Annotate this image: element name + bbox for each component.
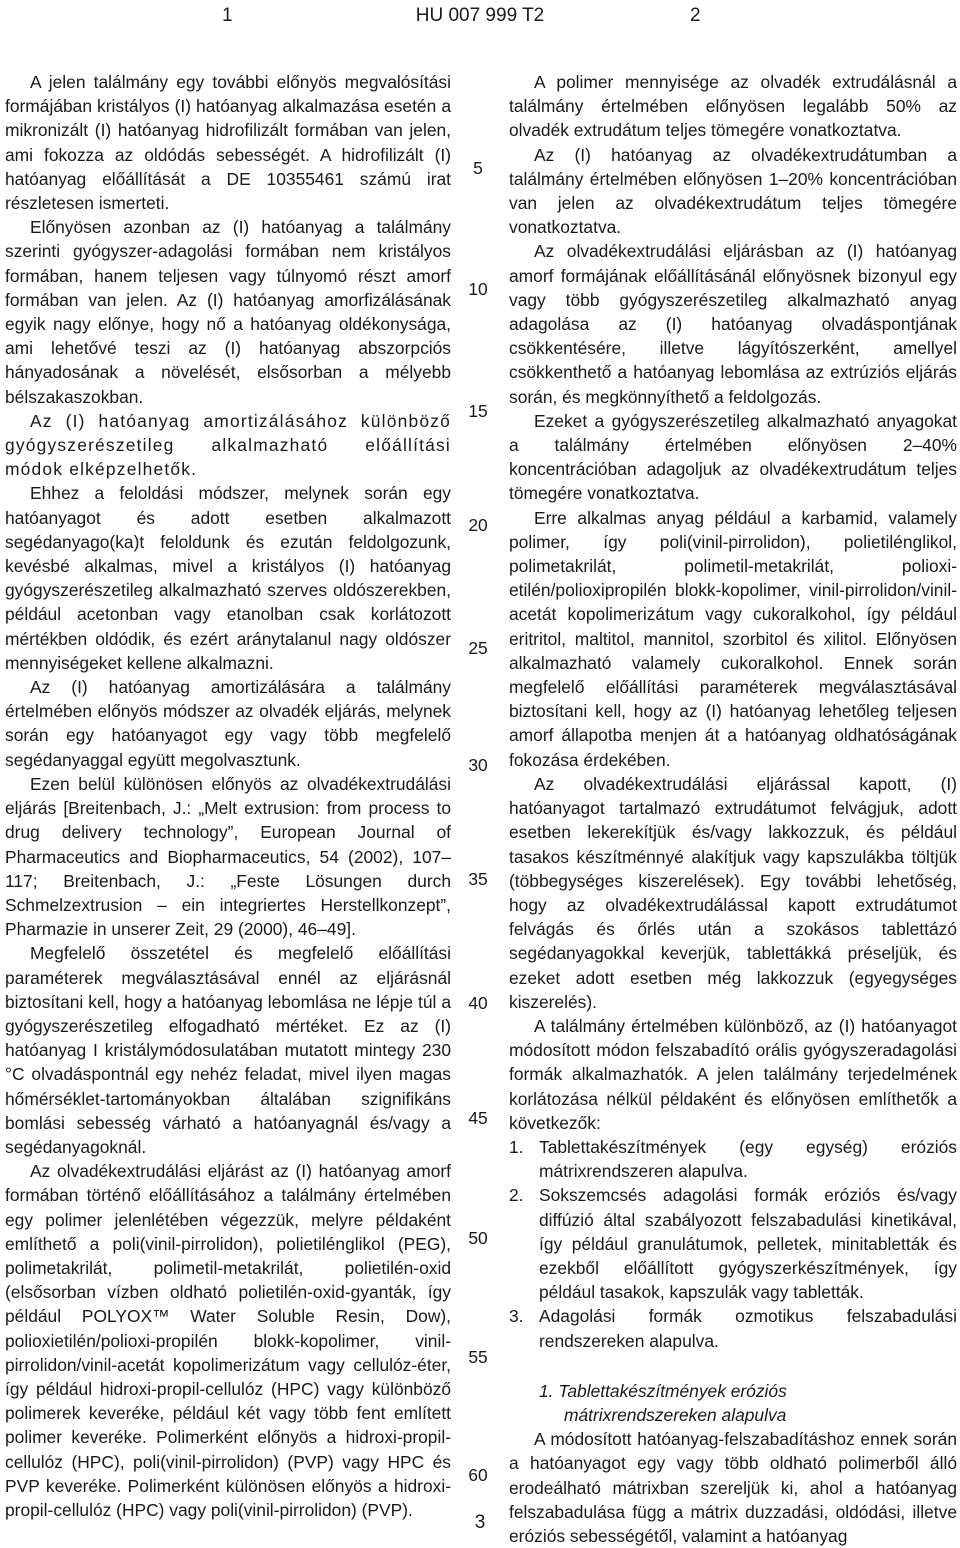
- list-number: 2.: [509, 1185, 524, 1206]
- line-number: 45: [468, 1108, 488, 1128]
- paragraph: Az olvadékextrudálási eljárást az (I) hatóanyag amorf formában történő előállításához a találmány értelmében egy polimer jelenlétében végezzük, melyre példaként említhető a poli(vinil-pirrolidon), polietilénglikol (PEG), polimetakrilát, polimetil-metakrilát, polietilén-oxid (elsősorban vízben oldható polietilén-oxid-gyanták, így például POLYOX™ Water Soluble Resin, Dow), polioxietilén/polioxi-propilén blokk-kopolimer, vinil-pirrolidon/vinil-acetát kopolimerizátum vagy cellulóz-éter, így például hidroxi-propil-cellulóz (HPC) vagy különböző polimerek keveréke, például két vagy több fent említett polimer keveréke. Polimerként előnyös a hidroxi-propil-cellulóz (HPC), poli(vinil-pirrolidon) (PVP) vagy HPC és PVP keveréke. Polimerként különösen előnyös a hidroxi-propil-cellulóz (HPC) vagy poli(vinil-pirrolidon) (PVP).: [5, 1161, 451, 1520]
- paragraph: Az (I) hatóanyag amortizálásához különböző gyógyszerészetileg alkalmazható előállítási módok elképzelhetők.: [5, 410, 451, 480]
- list-text: Adagolási formák ozmotikus felszabadulási rendszereken alapulva.: [539, 1306, 957, 1351]
- list-text: Tablettakészítmények (egy egység) eróziós mátrixrendszeren alapulva.: [539, 1136, 957, 1182]
- line-number: 40: [468, 993, 488, 1013]
- line-number: 20: [468, 515, 488, 535]
- line-number: 35: [468, 869, 488, 889]
- left-page-number: 1: [222, 5, 233, 26]
- paragraph: Ezeket a gyógyszerészetileg alkalmazható anyagokat a találmány értelmében előnyösen 2–40% koncentrációban adagoljuk az olvadékextrudátum teljes tömegére vonatkoztatva.: [509, 410, 957, 504]
- line-number: 30: [468, 755, 488, 775]
- line-number: 10: [468, 279, 488, 299]
- section-heading-continued: mátrixrendszereken alapulva: [564, 1404, 787, 1425]
- paragraph: Ezen belül különösen előnyös az olvadékextrudálási eljárás [Breitenbach, J.: „Melt extrusion: from process to drug delivery technology”, European Journal of Pharmaceutics and Biopharmaceutics, 54 (2002), 107–117; Breitenbach, J.: „Feste Lösungen durch Schmelzextrusion – ein integriertes Herstellkonzept”, Pharmazie in unserer Zeit, 29 (2000), 46–49].: [5, 773, 451, 940]
- left-column: [5, 70, 451, 1522]
- list-text: Sokszemcsés adagolási formák eróziós és/vagy diffúzió által szabályozott felszabadulási kinetikával, így például granulátumok, pelletek, minitabletták és ezekből előállított gyógyszerkészítmények, így például tasakok, kapszulák vagy tabletták.: [539, 1185, 957, 1303]
- list-item: [509, 1304, 957, 1352]
- line-number: 50: [468, 1228, 488, 1248]
- line-number: 15: [468, 401, 488, 421]
- paragraph: Ehhez a feloldási módszer, melynek során egy hatóanyagot és adott esetben alkalmazott segédanyago(ka)t feloldunk és ezután feldolgozunk, kevésbé alkalmas, mivel a kristályos (I) hatóanyag gyógyszerészetileg alkalmazható szerves oldószerekben, például acetonban vagy etanolban csak korlátozott mértékben oldódik, és ezért aránytalanul nagy oldószer mennyiségeket kellene alkalmazni.: [5, 483, 451, 673]
- paragraph: Az olvadékextrudálási eljárásban az (I) hatóanyag amorf formájának előállításánál előnyösnek bizonyul egy vagy több gyógyszerészetileg alkalmazható anyag adagolása az (I) hatóanyag olvadáspontjának csökkentésére, illetve lágyítószerként, amellyel csökkenthető a hatóanyag lebomlása az extrúziós eljárás során, és megkönnyíthető a feldolgozás.: [509, 241, 957, 407]
- paragraph: Erre alkalmas anyag például a karbamid, valamely polimer, így poli(vinil-pirrolidon), polietilénglikol, polimetakrilát, polimetil-metakrilát, polioxi-etilén/polioxipropilén blokk-kopolimer, vinil-pirrolidon/vinil-acetát kopolimerizátum vagy cukoralkohol, így például eritritol, maltitol, mannitol, szorbitol és xilitol. Előnyösen alkalmazható valamely cukoralkohol. Ennek során megfelelő előállítási paraméterek megválasztásával biztosítani kell, hogy az (I) hatóanyag lehetőleg teljesen amorf állapotba menjen át a hatóanyag oldhatóságának fokozása érdekében.: [509, 507, 957, 770]
- list-number: 3.: [509, 1306, 524, 1327]
- paragraph: A polimer mennyisége az olvadék extrudálásnál a találmány értelmében előnyösen legalább 50% az olvadék extrudátum teljes tömegére vonatkoztatva.: [509, 72, 957, 141]
- section-heading: 1. Tablettakészítmények eróziós: [539, 1380, 787, 1401]
- document-title: HU 007 999 T2: [415, 5, 545, 26]
- list-number: 1.: [509, 1136, 524, 1157]
- paragraph: Az olvadékextrudálási eljárással kapott, (I) hatóanyagot tartalmazó extrudátumot felvágjuk, adott esetben lekerekítjük és/vagy lakkozzuk, és például tasakos készítménnyé alakítjuk vagy kapszulákba töltjük (többegységes kiszerelések). Egy további lehetőség, hogy az olvadékextrudálással kapott extrudátumot felvágás és őrlés után a szokásos tablettázó segédanyagokkal keverjük, tablettákká préseljük, és ezeket adott esetben még lakkozzuk (egyegységes kiszerelés).: [509, 773, 957, 1012]
- footer-page-number: 3: [474, 1512, 486, 1533]
- paragraph: Az (I) hatóanyag amortizálására a találmány értelmében előnyös módszer az olvadék eljárás, melynek során egy hatóanyagot egy vagy több megfelelő segédanyaggal együtt megolvasztunk.: [5, 677, 451, 770]
- list-item: [509, 1135, 957, 1183]
- line-number: 5: [473, 158, 483, 178]
- line-number: 55: [468, 1347, 488, 1367]
- right-page-number: 2: [690, 5, 701, 26]
- list-item: [509, 1183, 957, 1304]
- paragraph: A jelen találmány egy további előnyös megvalósítási formájában kristályos (I) hatóanyag alkalmazása esetén a mikronizált (I) hatóanyag hidrofilizált formában van jelen, ami fokozza az oldódás sebességét. A hidrofilizált (I) hatóanyag előállítását a DE 10355461 számú irat részletesen ismerteti.: [5, 72, 451, 214]
- paragraph: Előnyösen azonban az (I) hatóanyag a találmány szerinti gyógyszer-adagolási formában nem kristályos formában, hanem teljesen vagy túlnyomó részt amorf formában van jelen. Az (I) hatóanyag amorfizálásának egyik nagy előnye, hogy nő a hatóanyag oldékonysága, ami lehetővé teszi az (I) hatóanyag abszorpciós hányadosának a növelését, elsősorban a mélyebb bélszakaszokban.: [5, 217, 451, 407]
- paragraph: Az (I) hatóanyag az olvadékextrudátumban a találmány értelmében előnyösen 1–20% koncentrációban van jelen az olvadékextrudátum teljes tömegére vonatkoztatva.: [509, 144, 957, 238]
- paragraph: Megfelelő összetétel és megfelelő előállítási paraméterek megválasztásával ennél az eljárásnál biztosítani kell, hogy a hatóanyag lebomlása ne lépje túl a gyógyszerészetileg elfogadható mértéket. Ez az (I) hatóanyag I kristálymódosulatában mutatott mintegy 230 °C olvadáspontnál egy nehéz feladat, mivel ilyen magas hőmérséklet-tartományokban általában szignifikáns bomlási sebesség várható a hatóanyagnál és/vagy a segédanyagoknál.: [5, 943, 451, 1157]
- line-number: 60: [468, 1465, 488, 1485]
- paragraph: A találmány értelmében különböző, az (I) hatóanyagot módosított módon felszabadító orális gyógyszeradagolási formák alkalmazhatók. A jelen találmány terjedelmének korlátozása nélkül példaként és előnyösen említhetők a következők:: [509, 1015, 957, 1133]
- paragraph: A módosított hatóanyag-felszabadításhoz ennek során a hatóanyagot egy vagy több oldható polimerből álló erodeálható mátrixban szereljük ki, ahol a hatóanyag felszabadulása függ a mátrix duzzadási, oldódási, illetve eróziós sebességétől, valamint a hatóanyag: [509, 1429, 957, 1546]
- line-number: 25: [468, 638, 488, 658]
- right-column: [509, 70, 957, 1548]
